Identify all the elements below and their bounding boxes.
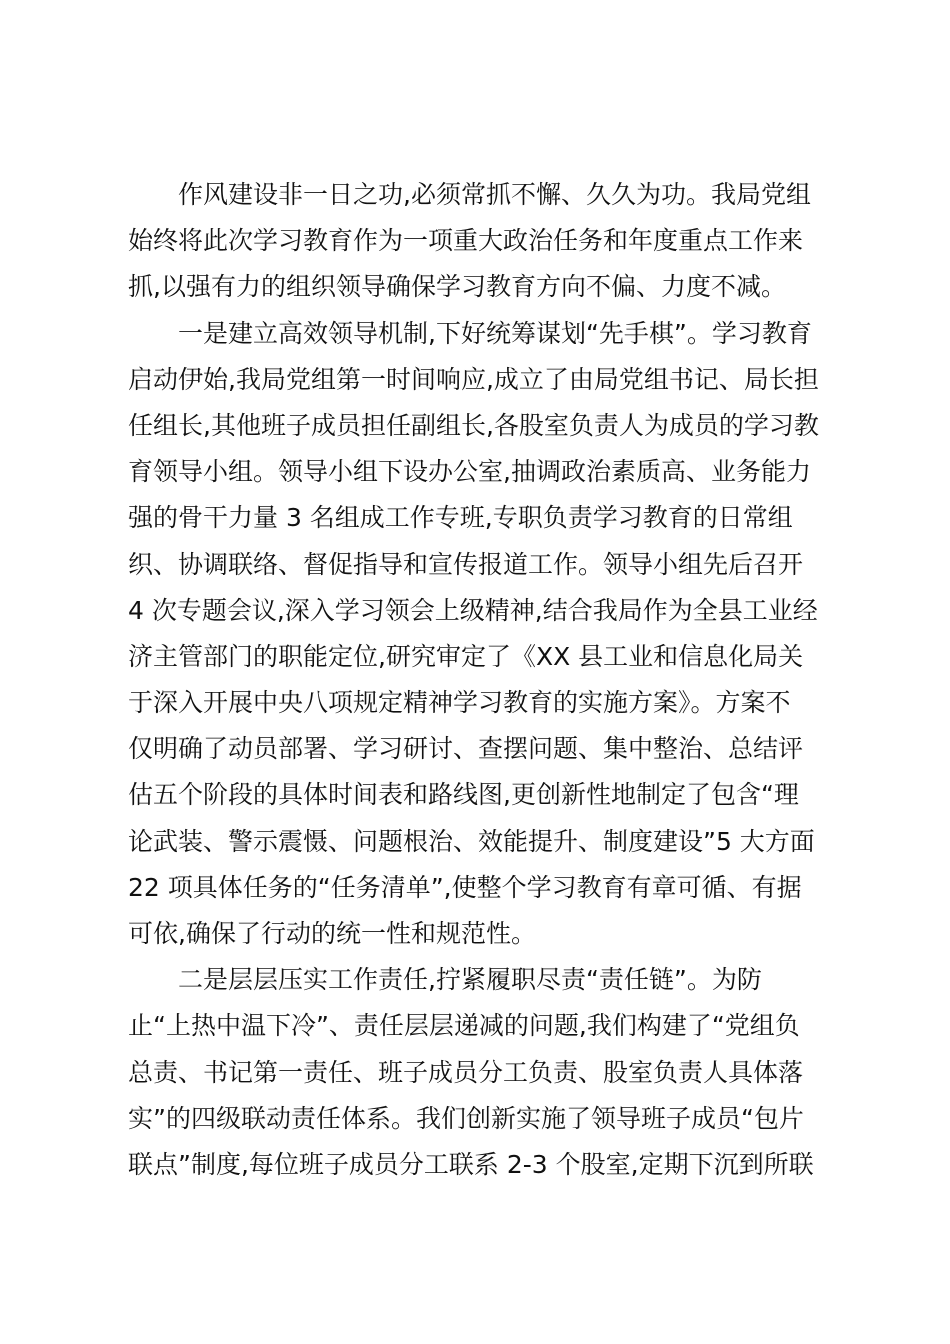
paragraph-2-line-6: 织、协调联络、督促指导和宣传报道工作。领导小组先后召开: [128, 549, 804, 579]
paragraph-2-line-8: 济主管部门的职能定位,研究审定了《XX 县工业和信息化局关: [128, 641, 804, 671]
paragraph-2-line-14: 可依,确保了行动的统一性和规范性。: [128, 919, 536, 948]
paragraph-3-line-4: 实”的四级联动责任体系。我们创新实施了领导班子成员“包片: [128, 1103, 804, 1133]
paragraph-1-line-1: 作风建设非一日之功,必须常抓不懈、久久为功。我局党组: [178, 180, 811, 209]
paragraph-2-line-9: 于深入开展中央八项规定精神学习教育的实施方案》。方案不: [128, 688, 791, 718]
paragraph-2-line-1: 一是建立高效领导机制,下好统筹谋划“先手棋”。学习教育: [178, 318, 812, 348]
paragraph-2-line-7: 4 次专题会议,深入学习领会上级精神,结合我局作为全县工业经: [128, 595, 818, 625]
paragraph-2-line-13: 22 项具体任务的“任务清单”,使整个学习教育有章可循、有据: [128, 872, 802, 902]
paragraph-3-line-2: 止“上热中温下冷”、责任层层递减的问题,我们构建了“党组负: [128, 1011, 800, 1041]
paragraph-3-line-3: 总责、书记第一责任、班子成员分工负责、股室负责人具体落: [128, 1057, 804, 1087]
paragraph-2-line-11: 估五个阶段的具体时间表和路线图,更创新性地制定了包含“理: [128, 780, 799, 810]
paragraph-2-line-10: 仅明确了动员部署、学习研讨、查摆问题、集中整治、总结评: [128, 734, 804, 764]
body-text: [128, 172, 838, 1188]
paragraph-1-line-3: 抓,以强有力的组织领导确保学习教育方向不偏、力度不减。: [128, 272, 786, 302]
paragraph-2-line-3: 任组长,其他班子成员担任副组长,各股室负责人为成员的学习教: [128, 410, 819, 440]
paragraph-3-line-1: 二是层层压实工作责任,拧紧履职尽责“责任链”。为防: [178, 965, 762, 995]
paragraph-2-line-2: 启动伊始,我局党组第一时间响应,成立了由局党组书记、局长担: [128, 364, 819, 394]
paragraph-1-line-2: 始终将此次学习教育作为一项重大政治任务和年度重点工作来: [128, 226, 804, 256]
paragraph-2-line-12: 论武装、警示震慑、问题根治、效能提升、制度建设”5 大方面: [128, 826, 815, 856]
paragraph-2-line-4: 育领导小组。领导小组下设办公室,抽调政治素质高、业务能力: [128, 457, 811, 487]
paragraph-2-line-5: 强的骨干力量 3 名组成工作专班,专职负责学习教育的日常组: [128, 503, 793, 533]
paragraph-3-line-5: 联点”制度,每位班子成员分工联系 2-3 个股室,定期下沉到所联: [128, 1149, 814, 1179]
